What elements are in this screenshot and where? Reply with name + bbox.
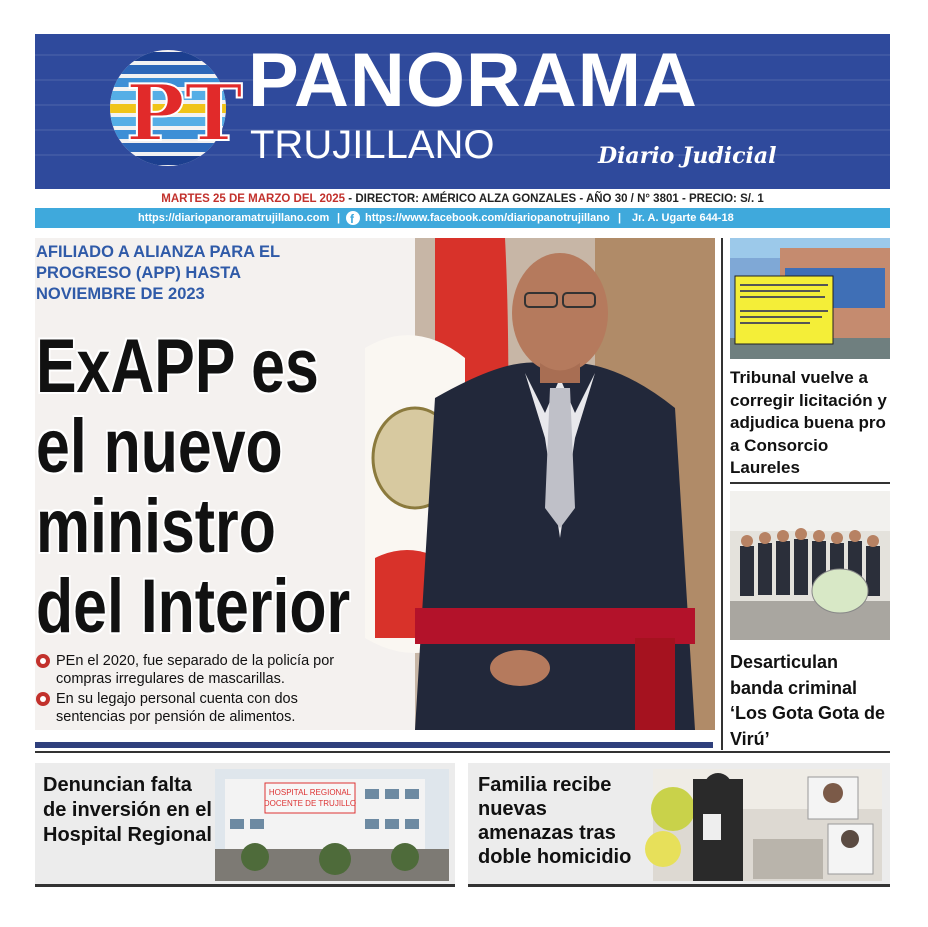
- facebook-icon: [346, 211, 360, 225]
- bullet-icon: [36, 692, 50, 706]
- headline-line: ExAPP es: [36, 324, 319, 409]
- pt-logo: [108, 48, 243, 168]
- bullet-item: PEn el 2020, fue separado de la policía por compras irregulares de mascarillas.: [36, 652, 336, 688]
- headline-line: ministro: [36, 484, 276, 569]
- headline-line: el nuevo: [36, 404, 283, 489]
- logo-letter-p: PT: [126, 68, 243, 159]
- sidebar-headline[interactable]: Tribunal vuelve a corregir licitación y adjudica buena pro a Consorcio Laureles: [730, 368, 887, 477]
- detainees-photo: [730, 491, 890, 640]
- story-underline: [35, 884, 455, 887]
- facebook-link[interactable]: https://www.facebook.com/diariopanotrujillano: [365, 212, 610, 224]
- masthead-title: PANORAMA: [248, 38, 698, 123]
- bottom-story-headline[interactable]: Denuncian falta de inversión en el Hospital Regional: [43, 774, 212, 846]
- address: Jr. A. Ugarte 644-18: [632, 212, 734, 224]
- main-headline: [36, 324, 356, 649]
- story-underline: [468, 884, 890, 887]
- kicker: AFILIADO A ALIANZA PARA EL PROGRESO (APP) HASTA NOVIEMBRE DE 2023: [36, 243, 280, 303]
- sidebar-divider: [730, 482, 890, 484]
- section-divider: [35, 751, 890, 753]
- section-divider: [35, 742, 713, 748]
- edition-date: MARTES 25 DE MARZO DEL 2025: [161, 193, 346, 205]
- website-link[interactable]: https://diariopanoramatrujillano.com: [138, 212, 330, 224]
- svg-text:f: f: [350, 212, 354, 226]
- headline-line: del Interior: [36, 564, 351, 649]
- masthead-tagline: Diario Judicial: [598, 143, 777, 169]
- bullet-item: En su legajo personal cuenta con dos sentencias por pensión de alimentos.: [36, 690, 336, 726]
- edition-details: - DIRECTOR: AMÉRICO ALZA GONZALES - AÑO 30 / N° 3801 - PRECIO: S/. 1: [345, 193, 764, 205]
- column-divider: [721, 238, 723, 750]
- masthead-subtitle: TRUJILLANO: [250, 123, 495, 167]
- hospital-photo: [215, 769, 449, 881]
- tribunal-building-photo: [730, 238, 890, 359]
- sidebar-headline[interactable]: Desarticulan banda criminal ‘Los Gota Gota de Virú’: [730, 652, 886, 749]
- link-bar: https://diariopanoramatrujillano.com | f https://www.facebook.com/diariopanotrujillano | Jr. A. Ugarte 644-18: [35, 208, 890, 228]
- edition-info: [35, 190, 890, 208]
- bottom-story-headline[interactable]: Familia recibe nuevas amenazas tras doble homicidio: [478, 774, 632, 868]
- hospital-sign-line1: HOSPITAL REGIONAL: [268, 788, 352, 797]
- funeral-photo: [653, 769, 882, 881]
- hospital-sign-line2: DOCENTE DE TRUJILLO: [263, 799, 357, 808]
- bullet-icon: [36, 654, 50, 668]
